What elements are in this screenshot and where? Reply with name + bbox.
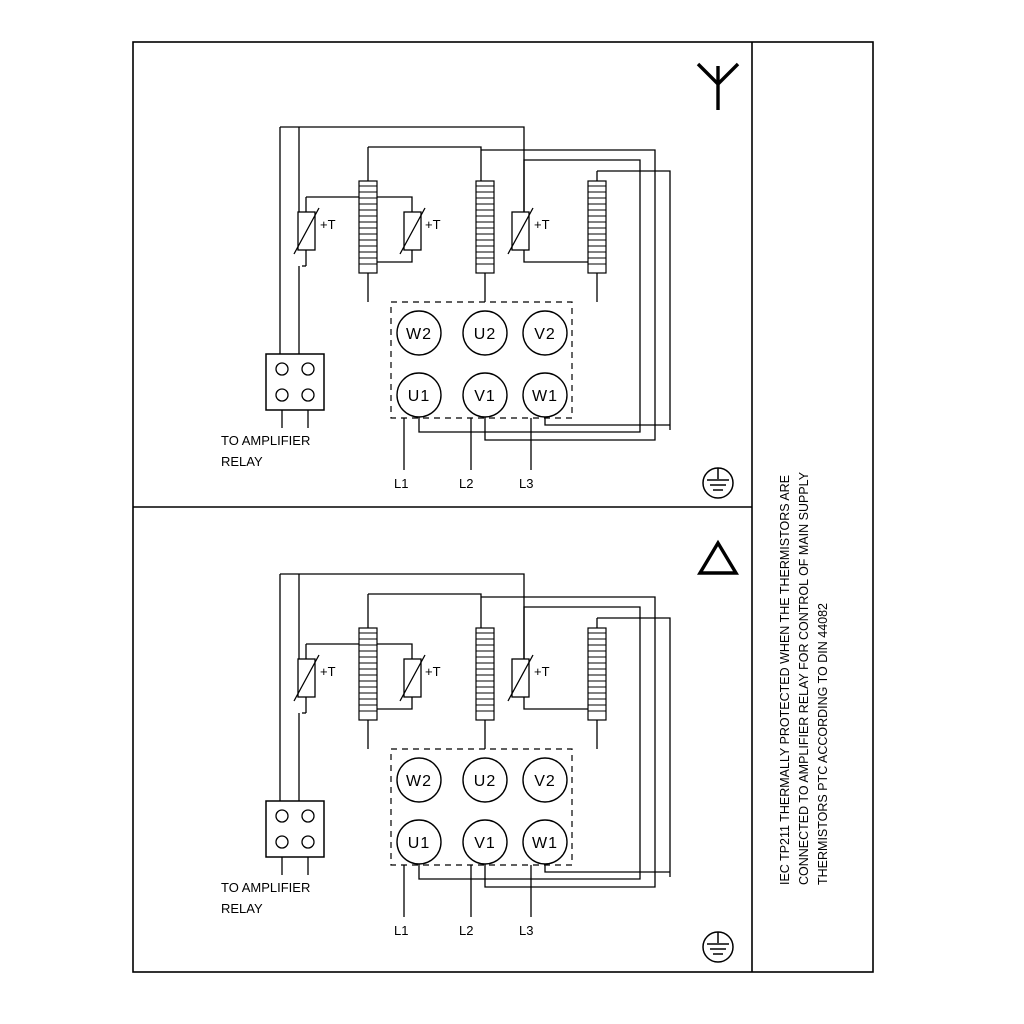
supply-wiring	[404, 150, 670, 470]
terminal-w2: W2	[406, 773, 432, 790]
amplifier-note-line-2: RELAY	[221, 454, 263, 469]
terminal-v1: V1	[474, 835, 496, 852]
terminal-u2: U2	[473, 326, 497, 343]
panel-delta	[221, 543, 736, 962]
terminal-u2: U2	[473, 773, 497, 790]
thermistor-label-3: +T	[534, 217, 550, 232]
side-note-line-3: THERMISTORS PTC ACCORDING TO DIN 44082	[816, 602, 830, 885]
supply-label-l3: L3	[519, 476, 534, 491]
thermistor-label-2: +T	[425, 217, 441, 232]
amplifier-terminal-block	[266, 354, 324, 428]
supply-wiring	[404, 597, 670, 917]
amplifier-note-line-1: TO AMPLIFIER	[221, 433, 311, 448]
thermistor-label-3: +T	[534, 664, 550, 679]
side-note-line-1: IEC TP211 THERMALLY PROTECTED WHEN THE THERMISTORS ARE	[778, 474, 792, 885]
terminal-w1: W1	[532, 388, 558, 405]
wye-symbol-icon	[698, 64, 738, 110]
earth-ground-icon	[703, 932, 733, 962]
terminal-w2: W2	[406, 326, 432, 343]
terminal-u1: U1	[407, 388, 431, 405]
supply-label-l3: L3	[519, 923, 534, 938]
thermistor-label-1: +T	[320, 217, 336, 232]
delta-symbol-icon	[700, 543, 736, 573]
panel-star	[221, 64, 738, 498]
side-note-line-2: CONNECTED TO AMPLIFIER RELAY FOR CONTROL OF MAIN SUPPLY	[797, 471, 811, 885]
earth-ground-icon	[703, 468, 733, 498]
motor-winding-group	[359, 181, 606, 302]
terminal-v2: V2	[534, 773, 556, 790]
supply-label-l1: L1	[394, 476, 409, 491]
terminal-u1: U1	[407, 835, 431, 852]
terminal-group-bottom	[397, 373, 567, 417]
terminal-group-top	[397, 311, 567, 355]
terminal-group-bottom	[397, 820, 567, 864]
terminal-w1: W1	[532, 835, 558, 852]
supply-label-l2: L2	[459, 923, 474, 938]
supply-label-l2: L2	[459, 476, 474, 491]
thermistor-label-2: +T	[425, 664, 441, 679]
amplifier-note-line-2: RELAY	[221, 901, 263, 916]
side-note	[778, 471, 830, 885]
amplifier-note-line-1: TO AMPLIFIER	[221, 880, 311, 895]
terminal-group-top	[397, 758, 567, 802]
terminal-v2: V2	[534, 326, 556, 343]
motor-winding-group	[359, 628, 606, 749]
supply-label-l1: L1	[394, 923, 409, 938]
terminal-v1: V1	[474, 388, 496, 405]
amplifier-terminal-block	[266, 801, 324, 875]
thermistor-label-1: +T	[320, 664, 336, 679]
